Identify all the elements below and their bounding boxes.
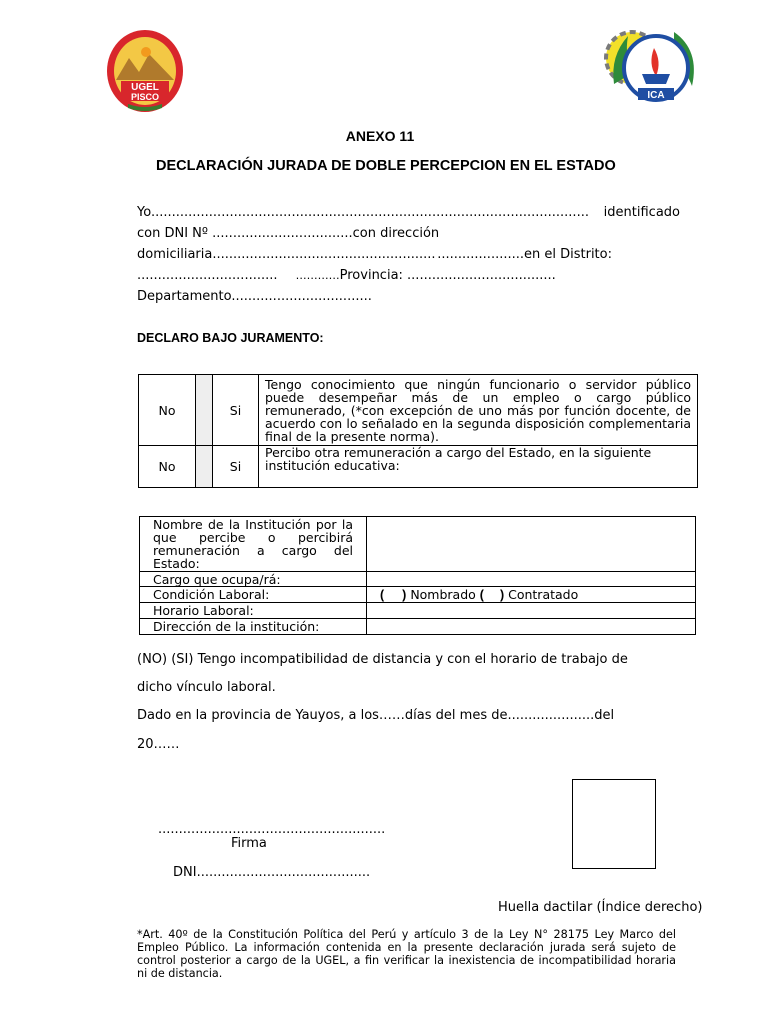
condicion-field[interactable] (367, 587, 696, 603)
table-row (140, 587, 696, 603)
dni-blank: con DNI Nº .................................. (137, 226, 353, 241)
institution-name-label: Nombre de la Institución por la que percibe o percibirá remuneración a cargo del Estado: (140, 517, 367, 572)
document-title: DECLARACIÓN JURADA DE DOBLE PERCEPCION EN EL ESTADO (156, 158, 616, 174)
svg-text:UGEL: UGEL (131, 82, 159, 93)
dado-line: Dado en la provincia de Yauyos, a los……días del mes de.....................del (137, 708, 615, 723)
direccion-institucion-label: Dirección de la institución: (140, 619, 367, 635)
options-table (138, 374, 698, 488)
institution-table (139, 516, 696, 635)
footnote: *Art. 40º de la Constitución Política del Perú y artículo 3 de la Ley N° 28175 Ley Marco del Empleo Público. La información contenida en la presente declaración jurada será sujeto de control posterior a cargo de la UGEL, a fin verificar la inexistencia de incompatibilidad horaria ni de distancia. (137, 928, 676, 980)
svg-text:ICA: ICA (647, 90, 665, 101)
fingerprint-box (572, 779, 656, 869)
distrito-blank-2: ………… (295, 269, 340, 282)
si-option-1: Si (213, 375, 259, 446)
signature-line: ....................................................... (158, 822, 386, 837)
nombrado-open-paren: ( (380, 587, 385, 602)
ugel-pisco-logo (104, 28, 186, 114)
year-line: 20…… (137, 737, 180, 752)
svg-text:PISCO: PISCO (130, 92, 160, 102)
nombrado-close-paren: ) (402, 587, 407, 602)
direccion-label: con dirección (352, 226, 440, 241)
option-text-1: Tengo conocimiento que ningún funcionario o servidor público puede desempeñar más de un empleo o cargo público remunerado, (*con excepción de uno más por función docente, de acuerdo con lo señalado en la segunda disposición complementaria final de la presente norma). (259, 375, 698, 446)
institution-name-field[interactable] (367, 517, 696, 572)
no-option-2: No (139, 446, 196, 488)
checkbox-cell-1[interactable] (196, 375, 213, 446)
annex-label: ANEXO 11 (345, 128, 415, 144)
contratado-close-paren: ) (499, 587, 505, 602)
name-line (137, 205, 680, 220)
cargo-label: Cargo que ocupa/rá: (140, 572, 367, 587)
provincia-line (137, 268, 556, 283)
direccion-institucion-field[interactable] (367, 619, 696, 635)
condicion-label: Condición Laboral: (140, 587, 367, 603)
distrito-label: .....................en el Distrito: (437, 247, 612, 262)
domicilio-line (137, 247, 612, 262)
si-option-2: Si (213, 446, 259, 488)
horario-field[interactable] (367, 603, 696, 619)
name-blank: Yo.......................................................................................................... (137, 205, 589, 220)
dre-ica-logo (604, 26, 702, 108)
incompatibility-line-1: (NO) (SI) Tengo incompatibilidad de distancia y con el horario de trabajo de (137, 652, 628, 667)
domicilio-blank: domiciliaria...................................................... (137, 247, 436, 262)
no-option-1: No (139, 375, 196, 446)
cargo-field[interactable] (367, 572, 696, 587)
table-row (139, 446, 698, 488)
table-row (140, 572, 696, 587)
nombrado-option: Nombrado (410, 586, 476, 602)
option-text-2: Percibo otra remuneración a cargo del Estado, en la siguiente institución educativa: (259, 446, 698, 488)
checkbox-cell-2[interactable] (196, 446, 213, 488)
distrito-blank: .................................. (137, 268, 278, 283)
incompatibility-line-2: dicho vínculo laboral. (137, 680, 276, 695)
departamento-line: Departamento.................................. (137, 289, 372, 304)
dni-line (137, 226, 439, 241)
declaro-heading: DECLARO BAJO JURAMENTO: (137, 331, 324, 345)
table-row (139, 375, 698, 446)
provincia-label: Provincia: .................................... (339, 268, 556, 283)
table-row (140, 603, 696, 619)
huella-label: Huella dactilar (Índice derecho) (498, 900, 703, 915)
dni-signature-line: DNI.......................................... (173, 865, 371, 880)
contratado-open-paren: ( (479, 587, 484, 602)
identificado-label: identificado (603, 205, 680, 220)
contratado-option: Contratado (508, 586, 579, 602)
firma-label: Firma (231, 836, 267, 851)
table-row (140, 619, 696, 635)
horario-label: Horario Laboral: (140, 603, 367, 619)
table-row (140, 517, 696, 572)
